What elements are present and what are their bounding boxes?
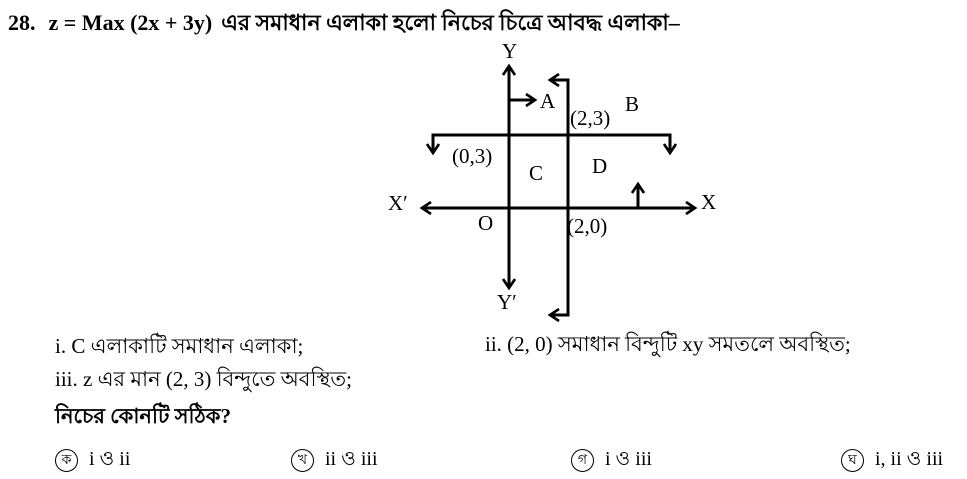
option-ga-label: i ও iii xyxy=(605,448,652,470)
option-ka-circle[interactable]: ক xyxy=(55,449,78,472)
coordinate-diagram xyxy=(380,40,740,332)
region-a-label: A xyxy=(540,89,556,113)
option-gha-circle[interactable]: ঘ xyxy=(841,449,864,472)
origin-label: O xyxy=(478,211,494,235)
y-axis-label: Y xyxy=(502,39,518,63)
region-d-label: D xyxy=(592,154,608,178)
option-kha-circle[interactable]: খ xyxy=(291,449,314,472)
option-ka-label: i ও ii xyxy=(89,448,131,470)
option-gha-label: i, ii ও iii xyxy=(875,448,944,470)
option-kha[interactable] xyxy=(291,444,378,477)
region-c-label: C xyxy=(529,161,544,185)
statement-iii: iii. z এর মান (2, 3) বিন্দুতে অবস্থিত; xyxy=(55,367,352,391)
question-text: এর সমাধান এলাকা হলো নিচের চিত্রে আবদ্ধ এলাকা– xyxy=(221,10,680,35)
question-number: 28. xyxy=(8,10,36,35)
option-ga[interactable] xyxy=(571,444,652,477)
option-kha-label: ii ও iii xyxy=(325,448,378,470)
diagram-lines xyxy=(380,40,740,332)
statement-i: i. C এলাকাটি সমাধান এলাকা; xyxy=(55,334,304,358)
question-math: z = Max (2x + 3y) xyxy=(48,10,213,35)
point-2-3-label: (2,3) xyxy=(570,106,611,130)
point-0-3-label: (0,3) xyxy=(452,144,493,168)
y-prime-axis-label: Y′ xyxy=(497,290,517,314)
region-b-label: B xyxy=(625,92,640,116)
option-ga-circle[interactable]: গ xyxy=(571,449,594,472)
option-gha[interactable] xyxy=(841,444,943,477)
x-prime-axis-label: X′ xyxy=(388,191,408,215)
point-2-0-label: (2,0) xyxy=(567,214,608,238)
x-axis-label: X xyxy=(701,190,717,214)
option-ka[interactable] xyxy=(55,444,130,477)
footer-question: নিচের কোনটি সঠিক? xyxy=(55,404,231,428)
question-line xyxy=(8,6,680,43)
x-equals-2-line-lower xyxy=(550,160,568,315)
statement-ii: ii. (2, 0) সমাধান বিন্দুটি xy সমতলে অবস্থিত; xyxy=(485,332,851,356)
